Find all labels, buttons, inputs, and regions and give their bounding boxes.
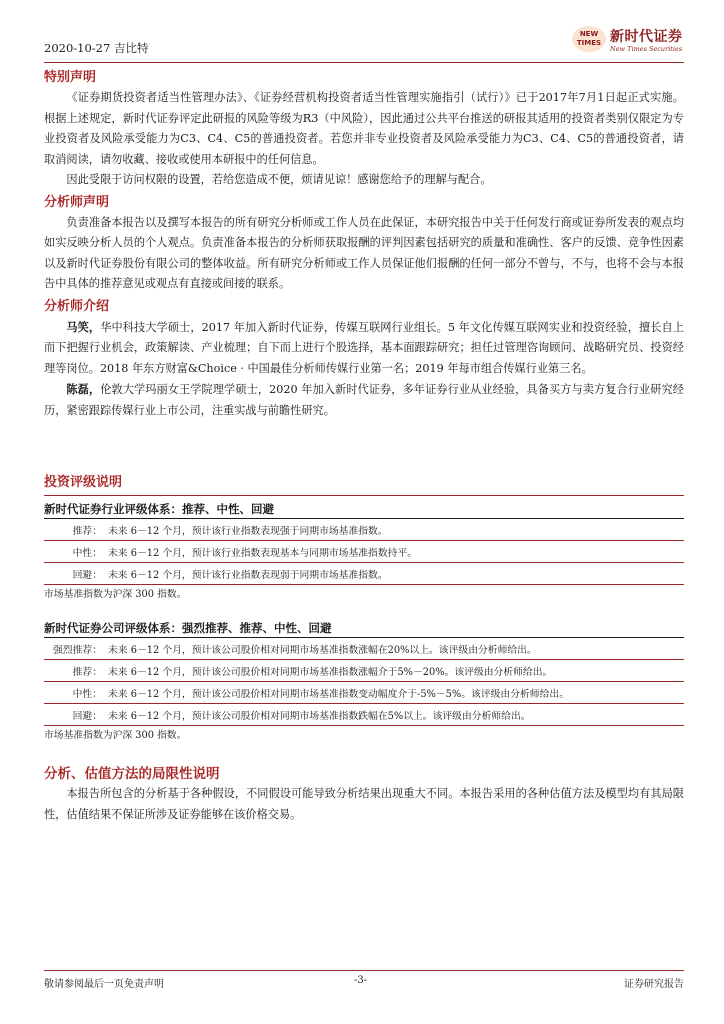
footer-divider	[44, 970, 684, 971]
table-row	[44, 563, 684, 585]
company-rating-table	[44, 637, 684, 726]
industry-benchmark-note: 市场基准指数为沪深 300 指数。	[44, 589, 187, 600]
rating-label: 推荐：	[72, 666, 102, 678]
page-footer	[44, 975, 684, 991]
special-statement-paragraph-1: 《证券期货投资者适当性管理办法》、《证券经营机构投资者适当性管理实施指引（试行）》已于2017年7月1日起正式实施。根据上述规定，新时代证券评定此研报的风险等级为R3（中风险），因此通过公共平台推送的研报其适用的投资者类别仅限定为专业投资者及风险承受能力为C3、C4、C5的普通投资者。若您并非专业投资者及风险承受能力为C3、C4、C5的普通投资者，请取消阅读，请勿收藏、接收或使用本研报中的任何信息。	[44, 91, 684, 166]
analyst-intro-1	[44, 317, 684, 380]
rating-label: 回避：	[72, 569, 102, 581]
analyst-intro-title: 分析师介绍	[44, 298, 110, 314]
analyst-2-name: 陈磊，	[66, 382, 101, 396]
table-row	[44, 519, 684, 541]
company-benchmark-note: 市场基准指数为沪深 300 指数。	[44, 730, 187, 741]
limitation-paragraph: 本报告所包含的分析基于各种假设，不同假设可能导致分析结果出现重大不同。本报告采用的各种估值方法及模型均有其局限性，估值结果不保证所涉及证券能够在该价格交易。	[44, 787, 684, 821]
analyst-statement-paragraph: 负责准备本报告以及撰写本报告的所有研究分析师或工作人员在此保证，本研究报告中关于任何发行商或证券所发表的观点均如实反映分析人员的个人观点。负责准备本报告的分析师获取报酬的评判因素包括研究的质量和准确性、客户的反馈、竞争性因素以及新时代证券股份有限公司的整体收益。所有研究分析师或工作人员保证他们报酬的任何一部分不曾与，不与，也将不会与本报告中具体的推荐意见或观点有直接或间接的联系。	[44, 215, 684, 290]
rating-desc: 未来 6－12 个月，预计该公司股价相对同期市场基准指数变动幅度介于-5%－5%。该评级由分析师给出。	[108, 688, 569, 700]
company-rating-heading: 新时代证券公司评级体系：强烈推荐、推荐、中性、回避	[44, 621, 332, 635]
rating-label: 中性：	[72, 547, 102, 559]
footer-disclaimer-note: 敬请参阅最后一页免责声明	[44, 979, 164, 990]
rating-desc: 未来 6－12 个月，预计该行业指数表现弱于同期市场基准指数。	[108, 569, 388, 581]
rating-title: 投资评级说明	[44, 473, 684, 496]
analyst-intro-2	[44, 379, 684, 421]
analyst-1-name: 马笑，	[66, 319, 101, 334]
industry-rating-heading: 新时代证券行业评级体系：推荐、中性、回避	[44, 502, 274, 516]
page-header	[44, 29, 684, 60]
footer-report-type: 证券研究报告	[624, 979, 684, 990]
logo-badge: NEW TIMES	[572, 26, 606, 52]
limitation-title: 分析、估值方法的局限性说明	[44, 766, 220, 782]
rating-desc: 未来 6－12 个月，预计该公司股价相对同期市场基准指数跌幅在5%以上。该评级由分析师给出。	[108, 710, 531, 722]
rating-label: 回避：	[72, 710, 102, 722]
special-statement-title: 特别声明	[44, 70, 97, 85]
analyst-statement-title: 分析师声明	[44, 194, 110, 210]
rating-label: 推荐：	[72, 525, 102, 537]
table-row	[44, 541, 684, 563]
page-content	[44, 68, 684, 825]
rating-desc: 未来 6－12 个月，预计该公司股价相对同期市场基准指数涨幅在20%以上。该评级由分析师给出。	[108, 644, 537, 656]
rating-label: 强烈推荐：	[53, 644, 102, 656]
rating-label: 中性：	[72, 688, 102, 700]
analyst-2-bio: 伦敦大学玛丽女王学院理学硕士，2020 年加入新时代证券，多年证券行业从业经验，具备买方与卖方复合行业研究经历，紧密跟踪传媒行业上市公司，注重实战与前瞻性研究。	[44, 383, 684, 417]
rating-desc: 未来 6－12 个月，预计该公司股价相对同期市场基准指数涨幅介于5%－20%。该评级由分析师给出。	[108, 666, 553, 678]
special-statement-paragraph-2: 因此受限于访问权限的设置，若给您造成不便，烦请见谅！感谢您给予的理解与配合。	[66, 173, 492, 186]
table-row	[44, 704, 684, 726]
company-logo	[572, 26, 684, 60]
table-row	[44, 682, 684, 704]
table-row	[44, 660, 684, 682]
logo-name: 新时代证券	[610, 29, 683, 45]
table-row	[44, 638, 684, 660]
header-divider	[44, 62, 684, 63]
analyst-1-bio: 华中科技大学硕士，2017 年加入新时代证券，传媒互联网行业组长。5 年文化传媒互联网实业和投资经验，擅长自上而下把握行业机会，政策解读、产业梳理；自下而上进行个股选择，基本面跟踪研究；担任过管理咨询顾问、战略研究员、投资经理等岗位。2018 年东方财富&Choice · 中国最佳分析师传媒行业第一名；2019 年每市组合传媒行业第三名。	[44, 320, 684, 375]
header-date-company: 2020-10-27 吉比特	[44, 41, 149, 55]
logo-english-name: New Times Securities	[610, 45, 683, 53]
rating-desc: 未来 6－12 个月，预计该行业指数表现基本与同期市场基准指数持平。	[108, 547, 418, 559]
rating-desc: 未来 6－12 个月，预计该行业指数表现强于同期市场基准指数。	[108, 525, 388, 537]
page-number: -3-	[354, 975, 368, 986]
industry-rating-table	[44, 518, 684, 585]
